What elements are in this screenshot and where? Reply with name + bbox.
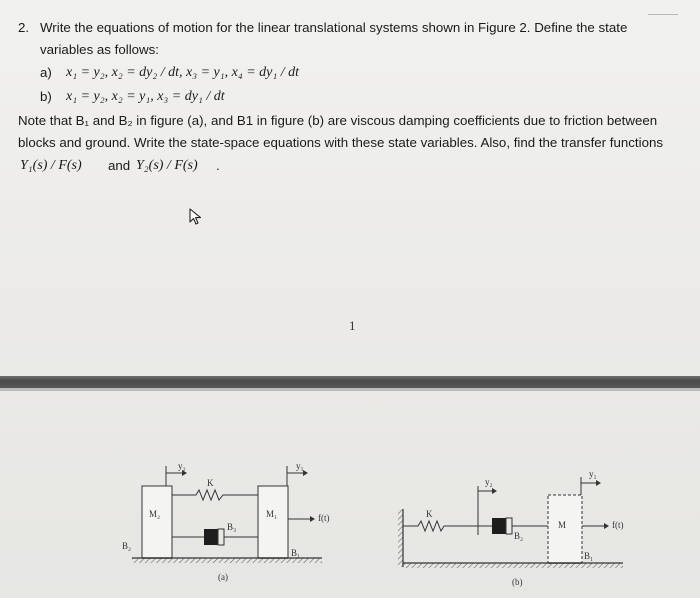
part-a-equation: x₁ = y₂, x₂ = dy₂ / dt, x₃ = y₁, x₄ = dy₁ / dt	[66, 65, 299, 80]
fig-b-mass-label: M	[558, 520, 567, 530]
part-b-equation: x₁ = y₂, x₂ = y₁, x₃ = dy₁ / dt	[66, 89, 225, 104]
fig-b-spring-label: K	[426, 509, 433, 519]
fig-a-damper-body	[204, 529, 218, 545]
mouse-pointer-icon	[188, 208, 204, 226]
fig-a-mass-left	[142, 486, 172, 558]
fig-a-spring-label: K	[207, 478, 214, 488]
fig-a-damper-cup	[218, 529, 224, 545]
question-intro-line2: variables as follows:	[40, 42, 159, 57]
figure-diagrams	[0, 391, 700, 598]
fig-b-force-label: f(t)	[612, 520, 624, 530]
fig-b-ground-label: B₁	[584, 551, 594, 561]
fig-b-ground	[403, 563, 623, 568]
part-a-label: a)	[40, 65, 52, 80]
question-number: 2.	[18, 20, 30, 35]
fig-b-y2-label: y₂	[485, 477, 493, 487]
fig-a-force-arrowhead	[310, 516, 315, 522]
figures-area	[0, 391, 700, 598]
fig-a-force-label: f(t)	[318, 513, 330, 523]
fig-b-force-arrowhead	[604, 523, 609, 529]
fig-a-mass-right-label: M₁	[266, 509, 278, 519]
transfer-function-1: Y₁(s) / F(s)	[20, 158, 82, 173]
fig-a-ground-right-label: B₁	[291, 548, 301, 558]
fig-b-spring	[403, 521, 478, 531]
top-rule	[648, 14, 678, 15]
question-intro-line1: Write the equations of motion for the linear translational systems shown in Figure 2. Define the state	[40, 20, 628, 35]
fig-b-damper-label: B₂	[514, 531, 524, 541]
fig-b-damper-cup	[506, 518, 512, 534]
part-b-label: b)	[40, 89, 52, 104]
fig-a-y1-label: y₁	[296, 461, 304, 471]
fig-b-y2-arrowhead	[492, 488, 497, 494]
fig-a-y1-arrowhead	[303, 470, 308, 476]
page-divider-bar	[0, 376, 700, 388]
fig-b-y1-label: y₁	[589, 469, 597, 479]
fig-b-y1-arrowhead	[596, 480, 601, 486]
transfer-function-end: .	[216, 158, 220, 173]
note-line1: Note that B₁ and B₂ in figure (a), and B1 in figure (b) are viscous damping coefficients due to friction between	[18, 113, 658, 128]
fig-b-caption: (b)	[512, 577, 523, 587]
fig-a-caption: (a)	[218, 572, 228, 582]
transfer-function-2: Y₂(s) / F(s)	[136, 158, 198, 173]
note-line2: blocks and ground. Write the state-space equations with these state variables. Also, find the transfer functions	[18, 135, 664, 150]
fig-a-y2-label: y₂	[178, 461, 186, 471]
fig-b-wall	[398, 509, 403, 567]
transfer-function-and: and	[108, 158, 131, 173]
fig-a-damper-label: B₃	[227, 522, 237, 532]
fig-a-mass-left-label: M₂	[149, 509, 161, 519]
stray-mark: 1	[349, 318, 356, 333]
fig-b-damper-body	[492, 518, 506, 534]
fig-a-spring	[172, 490, 258, 500]
fig-a-mass-right	[258, 486, 288, 558]
fig-a-ground-left-label: B₂	[122, 541, 132, 551]
